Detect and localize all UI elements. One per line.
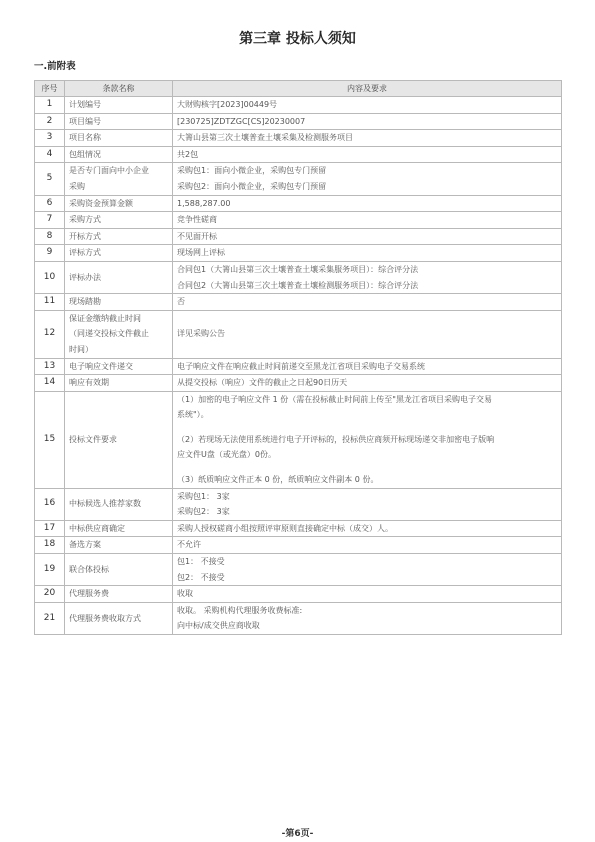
row-number: 7 xyxy=(35,212,65,229)
content-line: 大财购核字[2023]00449号 xyxy=(177,100,278,109)
row-number: 14 xyxy=(35,375,65,392)
section-title: 一.前附表 xyxy=(34,61,76,72)
table-row xyxy=(35,195,562,212)
pre-table xyxy=(34,80,562,635)
content-line: 收取 xyxy=(177,589,193,599)
clause-name-line: 包组情况 xyxy=(69,149,101,159)
row-number: 15 xyxy=(35,391,65,488)
clause-name-line: 评标方式 xyxy=(69,248,101,258)
table-row xyxy=(35,130,562,147)
table-row xyxy=(35,358,562,375)
clause-content xyxy=(173,130,562,147)
page-number: -第6页- xyxy=(281,829,314,839)
row-number: 17 xyxy=(35,520,65,537)
table-row xyxy=(35,375,562,392)
row-number: 11 xyxy=(35,294,65,311)
clause-name-line: 代理服务费 xyxy=(69,589,109,599)
chapter-title: 第三章 投标人须知 xyxy=(239,31,356,47)
clause-content xyxy=(173,375,562,392)
row-number: 1 xyxy=(35,97,65,114)
clause-content xyxy=(173,163,562,195)
clause-name xyxy=(65,391,173,488)
clause-name-line: 中标候选人推荐家数 xyxy=(69,499,141,509)
clause-name-line: 联合体投标 xyxy=(69,564,109,574)
table-row xyxy=(35,163,562,195)
clause-name xyxy=(65,261,173,293)
content-line: 不允许 xyxy=(177,540,201,550)
clause-name xyxy=(65,310,173,358)
content-line: 1,588,287.00 xyxy=(177,198,231,208)
row-number: 12 xyxy=(35,310,65,358)
clause-name xyxy=(65,294,173,311)
clause-content xyxy=(173,520,562,537)
clause-name xyxy=(65,537,173,554)
clause-content xyxy=(173,228,562,245)
table-row xyxy=(35,391,562,488)
clause-name xyxy=(65,228,173,245)
content-line: 包2： 不接受 xyxy=(177,572,225,582)
content-line: [230725]ZDTZGC[CS]20230007 xyxy=(177,116,306,126)
content-spacer xyxy=(177,423,557,432)
clause-content xyxy=(173,294,562,311)
table-row xyxy=(35,488,562,520)
clause-name xyxy=(65,212,173,229)
clause-name-line: 响应有效期 xyxy=(69,378,109,388)
row-number: 16 xyxy=(35,488,65,520)
row-number: 2 xyxy=(35,113,65,130)
content-line: 向中标/成交供应商收取 xyxy=(177,621,260,631)
content-line: 从提交投标（响应）文件的截止之日起90日历天 xyxy=(177,378,348,388)
content-line: 竞争性磋商 xyxy=(177,215,217,225)
clause-name-line: 评标办法 xyxy=(69,272,101,282)
clause-name-line: 计划编号 xyxy=(69,100,101,109)
content-line: 采购包2：面向小微企业，采购包专门预留 xyxy=(177,181,327,191)
content-spacer xyxy=(177,463,557,472)
clause-name xyxy=(65,358,173,375)
table-header-row xyxy=(35,81,562,97)
table-row xyxy=(35,261,562,293)
clause-name-line: 备选方案 xyxy=(69,540,101,550)
table-row xyxy=(35,520,562,537)
table-row xyxy=(35,310,562,358)
content-line: 采购包2： 3家 xyxy=(177,507,230,517)
content-line: 现场网上评标 xyxy=(177,248,225,258)
clause-content xyxy=(173,97,562,114)
clause-name xyxy=(65,130,173,147)
header-clause: 条款名称 xyxy=(65,81,173,97)
clause-name xyxy=(65,602,173,634)
clause-content xyxy=(173,586,562,603)
clause-content xyxy=(173,602,562,634)
clause-content xyxy=(173,245,562,262)
row-number: 19 xyxy=(35,554,65,586)
content-line: 详见采购公告 xyxy=(177,329,225,339)
clause-name-line: 保证金缴纳截止时间 xyxy=(69,313,141,323)
clause-name xyxy=(65,520,173,537)
content-line: （1）加密的电子响应文件 1 份（需在投标截止时间前上传至"黑龙江省项目采购电子交易 xyxy=(177,394,492,404)
clause-name xyxy=(65,245,173,262)
row-number: 21 xyxy=(35,602,65,634)
clause-name-line: 现场踏勘 xyxy=(69,297,101,307)
row-number: 8 xyxy=(35,228,65,245)
content-line: （3）纸质响应文件正本 0 份，纸质响应文件副本 0 份。 xyxy=(177,475,379,485)
clause-name-line: 代理服务费收取方式 xyxy=(69,613,141,623)
clause-name-line: 项目名称 xyxy=(69,133,101,143)
clause-name xyxy=(65,113,173,130)
clause-name xyxy=(65,375,173,392)
content-line: 大箐山县第三次土壤普查土壤采集及检测服务项目 xyxy=(177,133,353,143)
row-number: 4 xyxy=(35,146,65,163)
clause-name-line: 中标供应商确定 xyxy=(69,523,125,533)
clause-name-line: 采购资金预算金额 xyxy=(69,198,133,208)
clause-content xyxy=(173,146,562,163)
clause-name-line: 采购方式 xyxy=(69,215,101,225)
clause-name xyxy=(65,146,173,163)
content-line: （2）若现场无法使用系统进行电子开评标的，投标供应商须开标现场递交非加密电子版响 xyxy=(177,434,495,444)
row-number: 5 xyxy=(35,163,65,195)
header-content: 内容及要求 xyxy=(173,81,562,97)
row-number: 13 xyxy=(35,358,65,375)
header-no: 序号 xyxy=(35,81,65,97)
clause-content xyxy=(173,310,562,358)
clause-name xyxy=(65,195,173,212)
row-number: 18 xyxy=(35,537,65,554)
table-row xyxy=(35,212,562,229)
content-line: 应文件U盘（或光盘）0份。 xyxy=(177,450,276,460)
clause-content xyxy=(173,391,562,488)
clause-name-line: 时间） xyxy=(69,344,93,354)
clause-content xyxy=(173,113,562,130)
clause-content xyxy=(173,212,562,229)
content-line: 系统"）。 xyxy=(177,410,209,420)
row-number: 3 xyxy=(35,130,65,147)
content-line: 收取。 采购机构代理服务收费标准: xyxy=(177,605,303,615)
table-row xyxy=(35,228,562,245)
row-number: 20 xyxy=(35,586,65,603)
clause-name-line: 开标方式 xyxy=(69,231,101,241)
table-row xyxy=(35,113,562,130)
clause-name-line: 采购 xyxy=(69,181,85,191)
table-row xyxy=(35,146,562,163)
clause-name-line: 项目编号 xyxy=(69,116,101,126)
clause-content xyxy=(173,195,562,212)
clause-name xyxy=(65,488,173,520)
clause-content xyxy=(173,261,562,293)
table-row xyxy=(35,294,562,311)
row-number: 6 xyxy=(35,195,65,212)
clause-name xyxy=(65,554,173,586)
content-line: 不见面开标 xyxy=(177,231,217,241)
clause-name-line: 投标文件要求 xyxy=(69,434,117,444)
content-line: 电子响应文件在响应截止时间前递交至黑龙江省项目采购电子交易系统 xyxy=(177,361,425,371)
clause-content xyxy=(173,488,562,520)
clause-name xyxy=(65,97,173,114)
table-row xyxy=(35,537,562,554)
clause-content xyxy=(173,554,562,586)
table-row xyxy=(35,602,562,634)
clause-name-line: （同递交投标文件截止 xyxy=(69,329,149,339)
table-row xyxy=(35,97,562,114)
content-line: 合同包2（大箐山县第三次土壤普查土壤检测服务项目）：综合评分法 xyxy=(177,280,419,290)
content-line: 包1： 不接受 xyxy=(177,557,225,567)
clause-name xyxy=(65,163,173,195)
content-line: 采购包1： 3家 xyxy=(177,491,230,501)
content-line: 采购包1：面向小微企业，采购包专门预留 xyxy=(177,166,327,176)
clause-content xyxy=(173,537,562,554)
clause-name-line: 电子响应文件递交 xyxy=(69,361,133,371)
clause-name xyxy=(65,586,173,603)
clause-name-line: 是否专门面向中小企业 xyxy=(69,166,149,176)
clause-content xyxy=(173,358,562,375)
content-line: 合同包1（大箐山县第三次土壤普查土壤采集服务项目）：综合评分法 xyxy=(177,264,419,274)
content-line: 采购人授权磋商小组按照评审原则直接确定中标（成交）人。 xyxy=(177,523,393,533)
content-line: 否 xyxy=(177,297,185,307)
row-number: 9 xyxy=(35,245,65,262)
table-row xyxy=(35,245,562,262)
table-row xyxy=(35,554,562,586)
content-line: 共2包 xyxy=(177,149,199,159)
row-number: 10 xyxy=(35,261,65,293)
table-row xyxy=(35,586,562,603)
